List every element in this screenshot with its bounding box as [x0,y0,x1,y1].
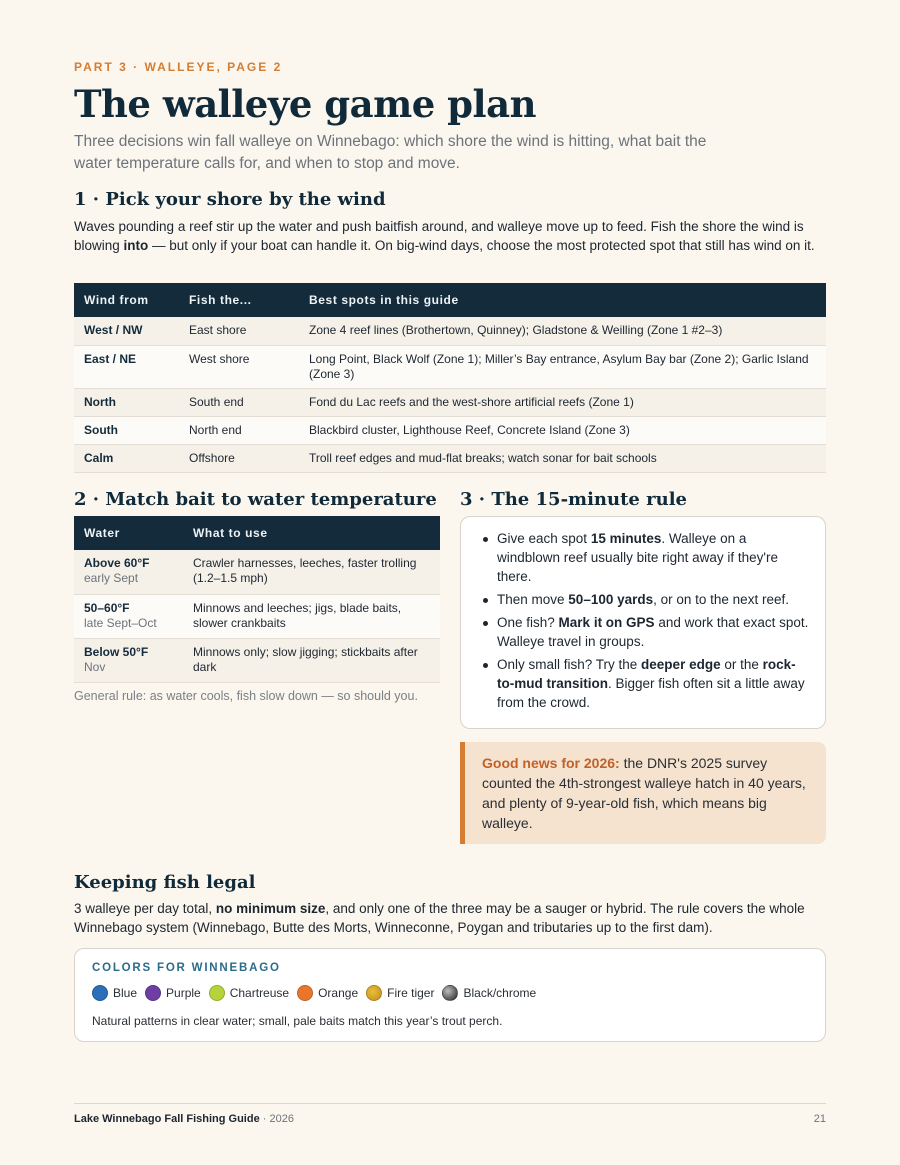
colors-title: COLORS FOR WINNEBAGO [92,962,281,974]
spots-cell: Zone 4 reef lines (Brothertown, Quinney); Gladstone & Weilling (Zone 1 #2–3) [299,317,826,345]
color-dot-icon [366,985,382,1001]
column-header: Water [74,516,183,550]
wind-direction: Calm [74,444,179,472]
column-header: Best spots in this guide [299,283,826,317]
spots-cell: Long Point, Black Wolf (Zone 1); Miller’s Bay entrance, Asylum Bay bar (Zone 2); Garlic Island (Zone 3) [299,345,826,388]
shore-cell: South end [179,388,299,416]
bait-table-header [74,516,440,550]
shore-cell: Offshore [179,444,299,472]
list-item: Then move 50–100 yards, or on to the next reef. [483,590,809,609]
colors-card [74,948,826,1042]
swatch-black-chrome: Black/chrome [442,985,536,1001]
callout-lead: Good news for 2026: [482,755,620,771]
swatch-fire-tiger: Fire tiger [366,985,434,1001]
column-header: Wind from [74,283,179,317]
table-row [74,638,440,682]
wind-section-heading: 1 · Pick your shore by the wind [74,189,386,210]
page-number: 21 [813,1113,826,1125]
bait-section-heading: 2 · Match bait to water temperature [74,489,437,510]
shore-cell: East shore [179,317,299,345]
wind-table [74,283,826,473]
rule-section-heading: 3 · The 15-minute rule [460,489,687,510]
wind-direction: West / NW [74,317,179,345]
table-row [74,444,826,472]
water-temp-cell: 50–60°F late Sept–Oct [74,594,183,638]
bait-general-rule: General rule: as water cools, fish slow down — so should you. [74,689,418,703]
shore-cell: West shore [179,345,299,388]
good-news-callout [460,742,826,844]
list-item: Give each spot 15 minutes. Walleye on a windblown reef usually bite right away if they're there. [483,529,809,586]
table-row [74,416,826,444]
page-title: The walleye game plan [74,82,536,126]
colors-note: Natural patterns in clear water; small, pale baits match this year’s trout perch. [92,1014,503,1028]
spots-cell: Troll reef edges and mud-flat breaks; watch sonar for bait schools [299,444,826,472]
rule-card [460,516,826,729]
table-row [74,317,826,345]
list-item: One fish? Mark it on GPS and work that exact spot. Walleye travel in groups. [483,613,809,651]
callout-text: the DNR's 2025 survey counted the 4th-strongest walleye hatch in 40 years, and plenty of 9-year-old fish, which means big walleye. [482,755,806,831]
table-row [74,550,440,594]
bait-cell: Crawler harnesses, leeches, faster trolling (1.2–1.5 mph) [183,550,440,594]
swatch-orange: Orange [297,985,358,1001]
bait-cell: Minnows only; slow jigging; stickbaits after dark [183,638,440,682]
list-item: Only small fish? Try the deeper edge or the rock-to-mud transition. Bigger fish often sit a little away from the crowd. [483,655,809,712]
guide-page [74,0,826,1165]
bait-cell: Minnows and leeches; jigs, blade baits, slower crankbaits [183,594,440,638]
color-dot-icon [92,985,108,1001]
footer-divider [74,1103,826,1104]
color-dot-icon [442,985,458,1001]
legal-paragraph: 3 walleye per day total, no minimum size, and only one of the three may be a sauger or hybrid. The rule covers the whole Winnebago system (Winnebago, Butte des Morts, Winneconne, Poygan and tributaries up to the first dam). [74,901,805,935]
swatch-purple: Purple [145,985,201,1001]
bait-table [74,516,440,683]
swatch-chartreuse: Chartreuse [209,985,289,1001]
spots-cell: Blackbird cluster, Lighthouse Reef, Concrete Island (Zone 3) [299,416,826,444]
table-row [74,594,440,638]
water-temp-cell: Below 50°F Nov [74,638,183,682]
shore-cell: North end [179,416,299,444]
wind-section-paragraph: Waves pounding a reef stir up the water and push baitfish around, and walleye move up to feed. Fish the shore the wind is blowing into — but only if your boat can handle it. On big-wind days, choose the most protected spot that still has wind on it. [74,219,815,253]
wind-table-header [74,283,826,317]
swatch-blue: Blue [92,985,137,1001]
color-dot-icon [297,985,313,1001]
column-header: Fish the... [179,283,299,317]
rule-list [483,529,809,712]
column-header: What to use [183,516,440,550]
wind-direction: South [74,416,179,444]
spots-cell: Fond du Lac reefs and the west-shore artificial reefs (Zone 1) [299,388,826,416]
wind-direction: North [74,388,179,416]
table-row [74,388,826,416]
wind-direction: East / NE [74,345,179,388]
legal-section-heading: Keeping fish legal [74,872,256,893]
table-row [74,345,826,388]
color-dot-icon [209,985,225,1001]
color-dot-icon [145,985,161,1001]
color-swatches [92,983,808,1003]
water-temp-cell: Above 60°F early Sept [74,550,183,594]
page-lede: Three decisions win fall walleye on Winnebago: which shore the wind is hitting, what bait the water temperature calls for, and when to stop and move. [74,133,707,172]
footer-title: Lake Winnebago Fall Fishing Guide · 2026 [74,1113,294,1125]
section-kicker: PART 3 · WALLEYE, PAGE 2 [74,60,283,74]
